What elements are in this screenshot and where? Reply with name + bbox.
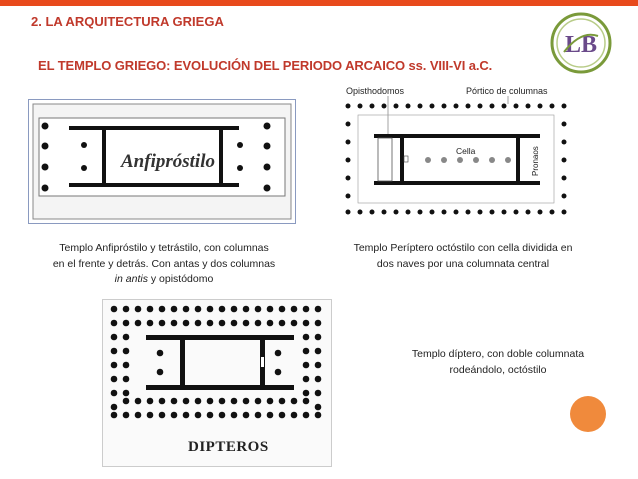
caption-peripteral-line1: Templo Períptero octóstilo con cella dividida en xyxy=(353,242,573,254)
section-heading: 2. LA ARQUITECTURA GRIEGA xyxy=(31,14,224,29)
logo-letters: LB xyxy=(564,32,598,58)
caption-amphiprostyle xyxy=(30,241,298,288)
caption-peripteral-line2: dos naves por una columnata central xyxy=(376,257,550,270)
dipteral-plan xyxy=(102,299,332,467)
in-antis-term: in antis xyxy=(114,273,148,285)
amphiprostyle-plan xyxy=(28,99,296,224)
pronaos-label: Pronaos xyxy=(531,146,540,176)
caption-dipteral-line2: rodeándolo, octóstilo xyxy=(449,363,547,376)
caption-amphiprostyle-line2: en el frente y detrás. Con antas y dos columnas xyxy=(52,257,276,270)
page-subtitle: EL TEMPLO GRIEGO: EVOLUCIÓN DEL PERIODO ARCAICO ss. VIII-VI a.C. xyxy=(38,58,493,73)
dipteral-label: DIPTEROS xyxy=(188,439,269,455)
caption-amphiprostyle-line3 xyxy=(30,272,298,288)
caption-amphiprostyle-line3-rest: y opistódomo xyxy=(147,273,214,285)
logo xyxy=(550,12,612,74)
caption-dipteral-line1: Templo díptero, con doble columnata xyxy=(411,348,585,360)
amphiprostyle-label: Anfipróstilo xyxy=(121,151,215,172)
cella-label: Cella xyxy=(456,146,476,156)
caption-peripteral xyxy=(328,241,598,272)
peripteral-plan xyxy=(338,84,576,224)
top-accent-bar xyxy=(0,0,638,6)
portico-label: Pórtico de columnas xyxy=(466,86,548,96)
opisthodomos-label: Opisthodomos xyxy=(346,86,405,96)
decorative-orange-circle xyxy=(570,396,606,432)
caption-dipteral xyxy=(388,347,608,378)
caption-amphiprostyle-line1: Templo Anfipróstilo y tetrástilo, con columnas xyxy=(59,242,269,254)
